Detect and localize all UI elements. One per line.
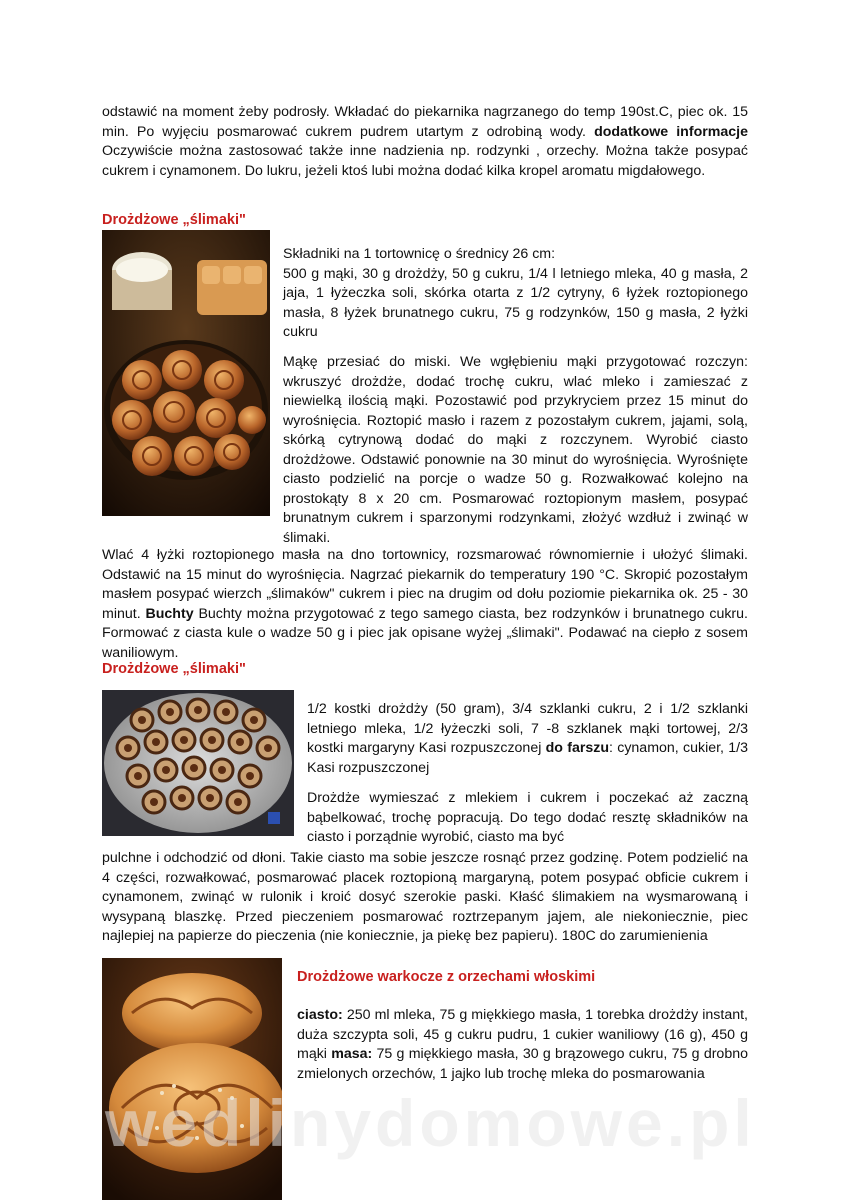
recipe2-ingredients <box>307 700 748 778</box>
intro-paragraph <box>102 103 748 181</box>
snail-buns-tray-image <box>102 690 294 836</box>
recipe1-title: Drożdżowe „ślimaki" <box>102 212 246 228</box>
cinnamon-rolls-photo <box>102 230 270 516</box>
recipe1-ingredients: 500 g mąki, 30 g drożdży, 50 g cukru, 1/4 l letniego mleka, 40 g masła, 2 jaja, 1 łyżeczka soli, skórka otarta z 1/2 cytryny, 6 łyżek roztopionego masła, 8 łyżek brunatnego cukru, 75 g rodzynków, 150 g masła, 2 łyżki cukru <box>283 265 748 340</box>
recipe1-method-text-b: Buchty można przygotować z tego samego ciasta, bez rodzynków i brunatnego cukru. Formować z ciasta kule o wadze 50 g i piec jak opisane wyżej „ślimaki". Podawać na ciepło z sosem waniliowym. <box>102 605 748 661</box>
recipe1-method-full <box>102 546 748 663</box>
recipe3-ingredients <box>297 1006 748 1084</box>
recipe2-ingredients-text-b: : cynamon, cukier, 1/3 Kasi rozpuszczonej <box>307 740 748 776</box>
walnut-braids-image <box>102 958 282 1200</box>
recipe2-ingredients-text-a: 1/2 kostki drożdży (50 gram), 3/4 szklanki cukru, 2 i 1/2 szklanki letniego mleka, 1/2 łyżeczki soli, 7 -8 szklanek mąki tortowej, 2/3 kostki margaryny Kasi rozpuszczonej <box>307 701 748 756</box>
watermark: wedlinydomowe.pl <box>105 1086 756 1160</box>
recipe2-method-full: pulchne i odchodzić od dłoni. Takie ciasto ma sobie jeszcze rosnąć przez godzinę. Potem podzielić na 4 części, rozwałkować, posmarować placek roztopioną margaryną, potem posypać obficie cukrem i cynamonem, zwinąć w rulonik i kroić dosyć szerokie paski. Kłaść ślimakiem na wysmarowaną i wysypaną blaszkę. Przed pieczeniem posmarować roztrzepanym jajem, ale niekoniecznie, piec najlepiej na papierze do pieczenia (nie koniecznie, ja piekę bez papieru). 180C do zarumienienia <box>102 850 748 944</box>
dough-text: 250 ml mleka, 75 g miękkiego masła, 1 torebka drożdży instant, duża szczypta soli, 45 g cukru pudru, 1 cukier waniliowy (16 g), 450 g mąki <box>297 1007 748 1062</box>
dough-label: ciasto: <box>297 1007 343 1023</box>
recipe1-method-text-a: Wlać 4 łyżki roztopionego masła na dno tortownicy, rozsmarować równomiernie i ułożyć ślimaki. Odstawić na 15 minut do wyrośnięcia. Nagrzać piekarnik do temperatury 190 °C. Skropić pozostałym masłem posypać wierzch „ślimaków" cukrem i piec na drugim od dołu poziomie piekarnika ok. 25 - 30 minut. <box>102 547 748 622</box>
walnut-braids-photo <box>102 958 282 1200</box>
intro-text: odstawić na moment żeby podrosły. Wkładać do piekarnika nagrzanego do temp 190st.C, piec ok. 15 min. Po wyjęciu posmarować cukrem pudrem utartym z odrobiną wody. <box>102 104 748 140</box>
recipe1-ingredients-intro: Składniki na 1 tortownicę o średnicy 26 cm: <box>283 246 556 262</box>
extra-info-text: Oczywiście można zastosować także inne nadzienia np. rodzynki , orzechy. Można także posypać cukrem i cynamonem. Do lukru, jeżeli ktoś lubi można dodać kilka kropel aromatu migdałowego. <box>102 143 748 179</box>
cinnamon-rolls-image <box>102 230 270 516</box>
recipe2-title: Drożdżowe „ślimaki" <box>102 661 246 677</box>
snail-buns-tray-photo <box>102 690 294 836</box>
buchty-label: Buchty <box>145 605 194 622</box>
recipe1-ingredients-block <box>283 245 748 343</box>
recipe2-method-side: Drożdże wymieszać z mlekiem i cukrem i poczekać aż zaczną bąbelkować, trochę popracują. Do tego dodać resztę składników na ciasto i porządnie wyrobić, ciasto ma być <box>307 790 748 845</box>
filling-label: do farszu <box>545 740 610 756</box>
extra-info-label: dodatkowe informacje <box>594 123 748 140</box>
recipe3-title: Drożdżowe warkocze z orzechami włoskimi <box>297 969 596 985</box>
recipe1-method-side: Mąkę przesiać do miski. We wgłębieniu mąki przygotować rozczyn: wkruszyć drożdże, dodać trochę cukru, wlać mleko i zamieszać z niewielką ilością mąki. Pozostawić pod przykryciem przez 15 minut do wyrośnięcia. Roztopić masło i razem z pozostałym cukrem, jajami, solą, skórką cytrynową dodać do mąki z rozczynem. Wyrobić ciasto drożdżowe. Odstawić ponownie na 30 minut do wyrośnięcia. Wyrośnięte ciasto podzielić na porcje o wadze 50 g. Rozwałkować kolejno na prostokąty 8 x 20 cm. Posmarować roztopionym masłem, posypać brunatnym cukrem i sparzonymi rodzynkami, złożyć wzdłuż i zwinąć w ślimaki. <box>283 354 748 546</box>
mass-label: masa: <box>331 1046 373 1062</box>
mass-text: 75 g miękkiego masła, 30 g brązowego cukru, 75 g drobno zmielonych orzechów, 1 jajko lub trochę mleka do posmarowania <box>297 1046 748 1082</box>
